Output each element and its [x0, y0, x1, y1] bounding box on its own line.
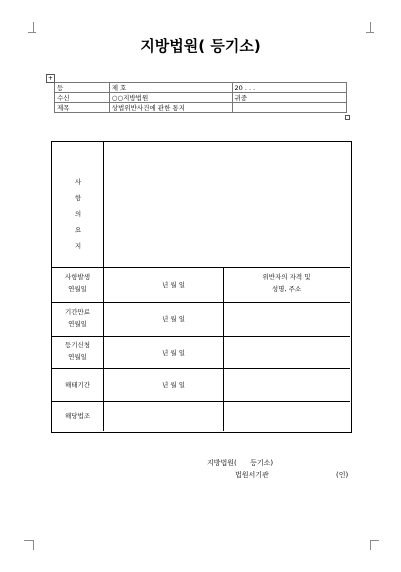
- header-value: ○○지방법원: [109, 93, 232, 103]
- header-empty: [232, 103, 346, 113]
- row-label-occurrence-date: 사항발생 연월일: [64, 273, 91, 293]
- row-label-delay-period: 해태기간: [64, 381, 91, 389]
- header-date: 20 . . .: [232, 83, 346, 93]
- crop-mark-top-right: [370, 22, 371, 32]
- summary-char: 요: [74, 226, 82, 234]
- row-divider: [52, 267, 350, 268]
- row-label-applicable-law: 해당법조: [64, 412, 91, 420]
- crop-mark-top-left-h: [28, 32, 36, 33]
- header-label: 등: [55, 83, 110, 93]
- header-suffix: 귀중: [232, 93, 346, 103]
- filing-date-field[interactable]: 년 월 일: [162, 349, 185, 357]
- header-label: 제목: [55, 103, 110, 113]
- summary-char: 지: [74, 242, 82, 250]
- row-divider: [52, 368, 350, 369]
- crop-mark-bottom-right-h: [370, 540, 379, 541]
- expiry-date-field[interactable]: 년 월 일: [162, 315, 185, 323]
- footer-seal: (인): [336, 471, 349, 479]
- row-divider: [52, 336, 350, 337]
- summary-char: 의: [74, 210, 82, 218]
- row-label-expiry-date: 기간만료 연월일: [64, 308, 91, 328]
- violator-info-label: 위반자의 자격 및 성명, 주소: [262, 273, 311, 293]
- crop-mark-top-left: [23, 22, 34, 32]
- row-divider: [52, 401, 350, 402]
- table-resize-handle[interactable]: [345, 115, 350, 120]
- row-label-filing-date: 등기신청 연월일: [64, 341, 91, 361]
- table-anchor-icon[interactable]: +: [47, 75, 54, 82]
- crop-mark-top-right-h: [366, 32, 374, 33]
- summary-label: [52, 174, 104, 254]
- crop-mark-bottom-right: [370, 540, 371, 550]
- header-row: [55, 93, 347, 103]
- crop-mark-bottom-left-h: [24, 540, 33, 541]
- occurrence-date-field[interactable]: 년 월 일: [162, 281, 185, 289]
- footer-official: 법원서기관: [235, 471, 269, 479]
- header-value: 상법위반사건에 관한 통지: [109, 103, 232, 113]
- crop-mark-bottom-left: [33, 540, 34, 550]
- notice-form-table: [51, 141, 352, 433]
- header-row: [55, 83, 347, 93]
- document-title: 지방법원( 등기소): [140, 37, 261, 55]
- header-table: [54, 82, 347, 113]
- header-row: [55, 103, 347, 113]
- summary-char: 항: [74, 194, 82, 202]
- header-label: 수신: [55, 93, 110, 103]
- summary-content-area[interactable]: [104, 142, 350, 267]
- delay-period-field[interactable]: 년 월 일: [162, 381, 185, 389]
- summary-char: 사: [74, 178, 82, 186]
- row-divider: [52, 302, 350, 303]
- header-value: 제 호: [109, 83, 232, 93]
- footer-court: 지방법원( 등기소): [207, 459, 274, 467]
